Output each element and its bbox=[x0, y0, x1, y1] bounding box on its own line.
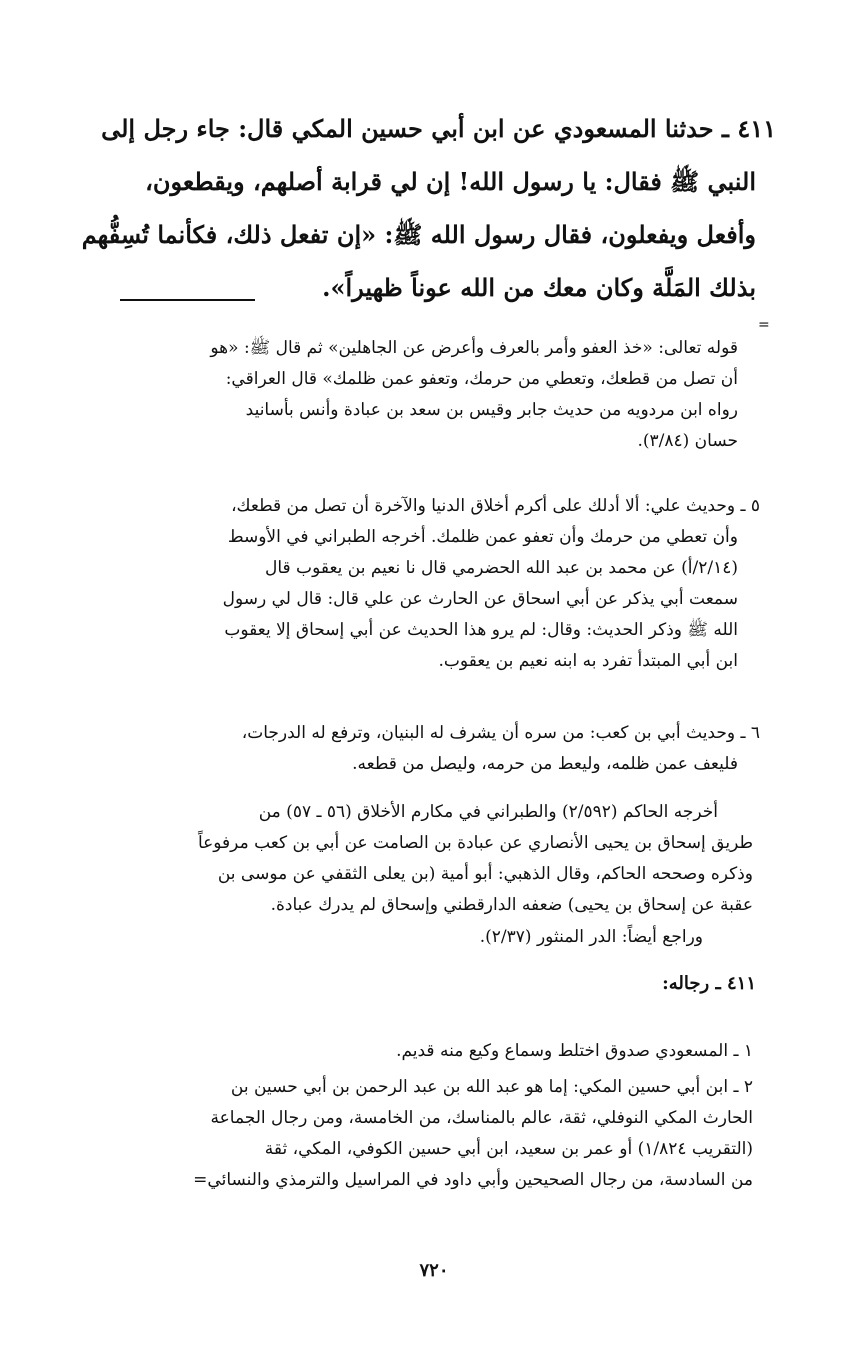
rijal-heading: ٤١١ ـ رجاله: bbox=[662, 973, 756, 994]
rijal-line: ١ ـ المسعودي صدوق اختلط وسماع وكيع منه قديم. bbox=[396, 1041, 753, 1061]
footnote-line: وذكره وصححه الحاكم، وقال الذهبي: أبو أمية (بن يعلى الثقفي عن موسى بن bbox=[217, 864, 753, 884]
footnote-line: فليعف عمن ظلمه، وليعط من حرمه، وليصل من قطعه. bbox=[352, 754, 738, 774]
hadith-line: بذلك المَلَّة وكان معك من الله عوناً ظهيراً». bbox=[322, 273, 756, 302]
footnote-line: ٦ ـ وحديث أبي بن كعب: من سره أن يشرف له البنيان، وترفع له الدرجات، bbox=[241, 723, 760, 743]
footnote-line: أن تصل من قطعك، وتعطي من حرمك، وتعفو عمن ظلمك» قال العراقي: bbox=[225, 369, 738, 389]
main-hadith-text bbox=[60, 102, 776, 314]
footnote-line: أخرجه الحاكم (٢/٥٩٢) والطبراني في مكارم الأخلاق (٥٦ ـ ٥٧) من bbox=[258, 802, 718, 822]
footnote-separator bbox=[120, 299, 255, 301]
footnote-line: ابن أبي المبتدأ تفرد به ابنه نعيم بن يعقوب. bbox=[438, 651, 738, 671]
footnote-line: ٥ ـ وحديث علي: ألا أدلك على أكرم أخلاق الدنيا والآخرة أن تصل من قطعك، bbox=[231, 496, 760, 516]
footnote-line: قوله تعالى: «خذ العفو وأمر بالعرف وأعرض عن الجاهلين» ثم قال ﷺ: «هو bbox=[210, 338, 738, 358]
footnote-5 bbox=[62, 491, 760, 677]
rijal-line: ٢ ـ ابن أبي حسين المكي: إما هو عبد الله بن عبد الرحمن بن أبي حسين بن bbox=[230, 1077, 753, 1097]
rijal-line: الحارث المكي النوفلي، ثقة، عالم بالمناسك، من الخامسة، ومن رجال الجماعة bbox=[210, 1108, 753, 1128]
footnote-line: عقبة عن إسحاق بن يحيى) ضعفه الدارقطني وإسحاق لم يدرك عبادة. bbox=[270, 895, 753, 915]
rijal-item-2 bbox=[62, 1072, 753, 1196]
footnote-line: رواه ابن مردويه من حديث جابر وقيس بن سعد بن عبادة وأنس بأسانيد bbox=[245, 400, 738, 420]
rijal-line: (التقريب ١/٨٢٤) أو عمر بن سعيد، ابن أبي حسين الكوفي، المكي، ثقة bbox=[264, 1139, 753, 1159]
rijal-item-1 bbox=[62, 1036, 753, 1067]
footnote-line: طريق إسحاق بن يحيى الأنصاري عن عبادة بن الصامت عن أبي بن كعب مرفوعاً bbox=[197, 833, 753, 853]
rijal-line: من السادسة، من رجال الصحيحين وأبي داود في المراسيل والترمذي والنسائي= bbox=[193, 1170, 753, 1190]
hadith-line: وأفعل ويفعلون، فقال رسول الله ﷺ: «إن تفعل ذلك، فكأنما تُسِفُّهم bbox=[81, 220, 756, 249]
footnote-line: وراجع أيضاً: الدر المنثور (٢/٣٧). bbox=[479, 927, 703, 947]
footnote-line: الله ﷺ وذكر الحديث: وقال: لم يرو هذا الحديث عن أبي إسحاق إلا يعقوب bbox=[224, 620, 738, 640]
footnote-continued bbox=[62, 333, 738, 457]
footnote-6 bbox=[62, 718, 760, 780]
footnote-line: سمعت أبي يذكر عن أبي اسحاق عن الحارث عن علي قال: قال لي رسول bbox=[222, 589, 738, 609]
hadith-line: النبي ﷺ فقال: يا رسول الله! إن لي قرابة أصلهم، ويقطعون، bbox=[145, 167, 756, 196]
page-number: ٧٢٠ bbox=[419, 1260, 449, 1281]
continuation-mark: = bbox=[758, 317, 770, 333]
footnote-reference bbox=[62, 922, 738, 953]
footnote-line: حسان (٣/٨٤). bbox=[637, 431, 738, 451]
footnote-line: وأن تعطي من حرمك وأن تعفو عمن ظلمك. أخرجه الطبراني في الأوسط bbox=[227, 527, 738, 547]
footnote-line: (٢/١٤/أ) عن محمد بن عبد الله الحضرمي قال نا نعيم بن يعقوب قال bbox=[265, 558, 738, 578]
footnote-takhrij bbox=[62, 797, 753, 921]
hadith-line: ٤١١ ـ حدثنا المسعودي عن ابن أبي حسين المكي قال: جاء رجل إلى bbox=[101, 114, 776, 143]
